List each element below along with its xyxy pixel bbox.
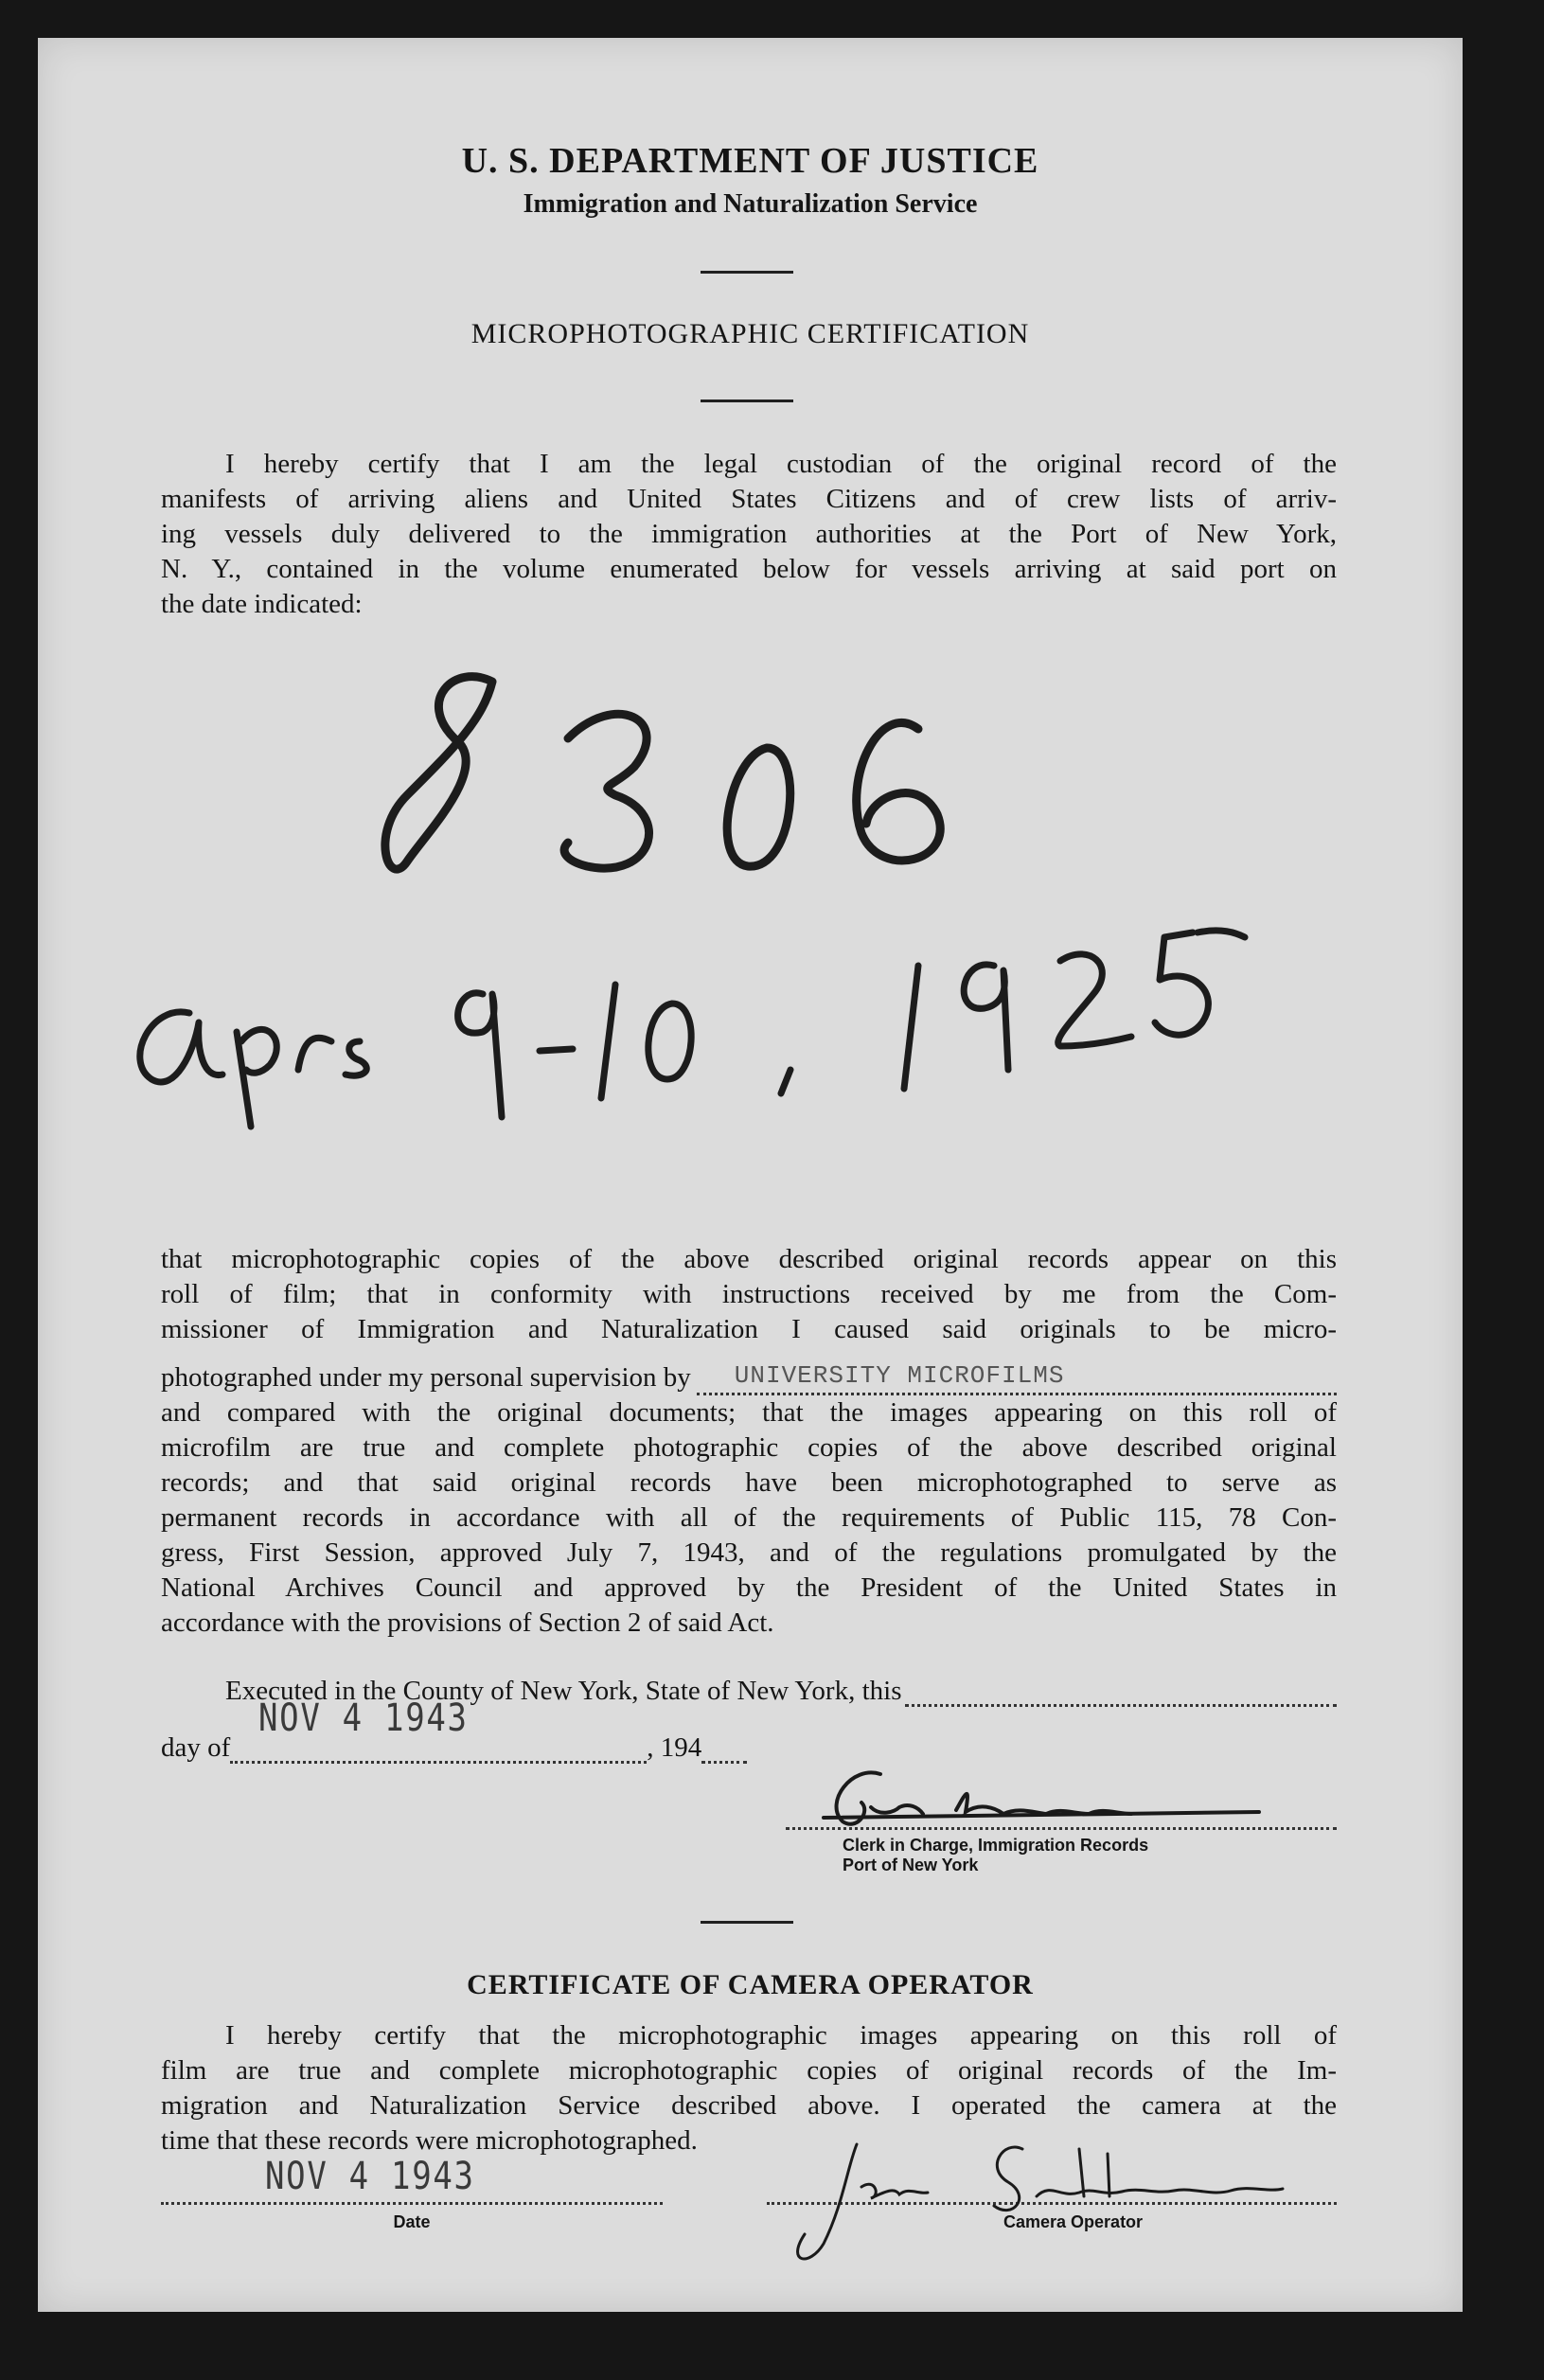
operator-signature-block — [767, 2158, 1337, 2232]
operator-date-block — [161, 2155, 663, 2232]
date-stamp-1: NOV 4 1943 — [258, 1696, 469, 1740]
camera-certificate-heading: CERTIFICATE OF CAMERA OPERATOR — [467, 1969, 1034, 2000]
intro-paragraph — [161, 447, 1337, 622]
camera-line: time that these records were microphotographed. — [161, 2125, 698, 2156]
operator-date-field — [161, 2155, 663, 2205]
camera-operator-label: Camera Operator — [1003, 2212, 1144, 2231]
date-stamp-2: NOV 4 1943 — [265, 2155, 475, 2198]
day-of-field — [230, 1696, 647, 1764]
camera-line: film are true and complete microphotographic copies of original records of the Im- — [161, 2055, 1337, 2086]
form-title: MICROPHOTOGRAPHIC CERTIFICATION — [470, 318, 1030, 349]
handwritten-dates — [85, 890, 1316, 1136]
day-of-line — [161, 1696, 747, 1764]
body-line: records; and that said original records have been microphotographed to serve as — [161, 1467, 1337, 1498]
clerk-signature — [805, 1755, 1278, 1831]
certificate-page — [38, 38, 1463, 2312]
photographer-name: UNIVERSITY MICROFILMS — [734, 1361, 1065, 1390]
certification-paragraph — [161, 1242, 1337, 1641]
operator-signature — [767, 2130, 1335, 2272]
intro-line: I hereby certify that I am the legal custodian of the original record of the — [225, 449, 1337, 479]
clerk-port: Port of New York — [843, 1856, 979, 1874]
body-line: gress, First Session, approved July 7, 1943, and of the regulations promulgated by the — [161, 1537, 1337, 1568]
body-line: accordance with the provisions of Section 2 of said Act. — [161, 1607, 774, 1638]
handwritten-volume-number — [350, 644, 1108, 890]
photographer-field — [697, 1361, 1337, 1395]
supervision-line — [161, 1360, 1337, 1395]
body-line: and compared with the original documents; that the images appearing on this roll of — [161, 1397, 1337, 1428]
executed-day-field — [905, 1681, 1337, 1707]
divider — [701, 271, 793, 274]
intro-line: N. Y., contained in the volume enumerated below for vessels arriving at said port on — [161, 554, 1337, 584]
department-heading: U. S. DEPARTMENT OF JUSTICE — [461, 141, 1039, 181]
executed-text: Executed in the County of New York, State of New York, this — [225, 1676, 902, 1706]
service-subheading: Immigration and Naturalization Service — [523, 189, 978, 219]
body-line: that microphotographic copies of the above described original records appear on this — [161, 1244, 1337, 1274]
year-field — [701, 1738, 747, 1764]
intro-line: manifests of arriving aliens and United States Citizens and of crew lists of arriv- — [161, 484, 1337, 514]
clerk-title: Clerk in Charge, Immigration Records — [843, 1836, 1149, 1855]
body-line: microfilm are true and complete photographic copies of the above described original — [161, 1432, 1337, 1463]
body-line: National Archives Council and approved by the President of the United States in — [161, 1572, 1337, 1603]
intro-line: ing vessels duly delivered to the immigration authorities at the Port of New York, — [161, 519, 1337, 549]
body-line: missioner of Immigration and Naturalization I caused said originals to be micro- — [161, 1314, 1337, 1344]
body-line: roll of film; that in conformity with instructions received by me from the Com- — [161, 1279, 1337, 1309]
divider — [701, 400, 793, 402]
date-label: Date — [393, 2212, 431, 2231]
supervision-prefix: photographed under my personal supervision by — [161, 1362, 691, 1393]
year-prefix: , 194 — [647, 1732, 702, 1763]
day-of-label: day of — [161, 1732, 231, 1763]
body-line: permanent records in accordance with all of the requirements of Public 115, 78 Con- — [161, 1502, 1337, 1533]
divider — [701, 1921, 793, 1924]
clerk-signature-line — [786, 1770, 1337, 1830]
clerk-signature-block — [786, 1770, 1337, 1875]
camera-line: I hereby certify that the microphotographic images appearing on this roll of — [225, 2020, 1337, 2051]
operator-signature-line — [767, 2158, 1337, 2205]
intro-line: the date indicated: — [161, 589, 363, 619]
camera-line: migration and Naturalization Service described above. I operated the camera at the — [161, 2090, 1337, 2121]
